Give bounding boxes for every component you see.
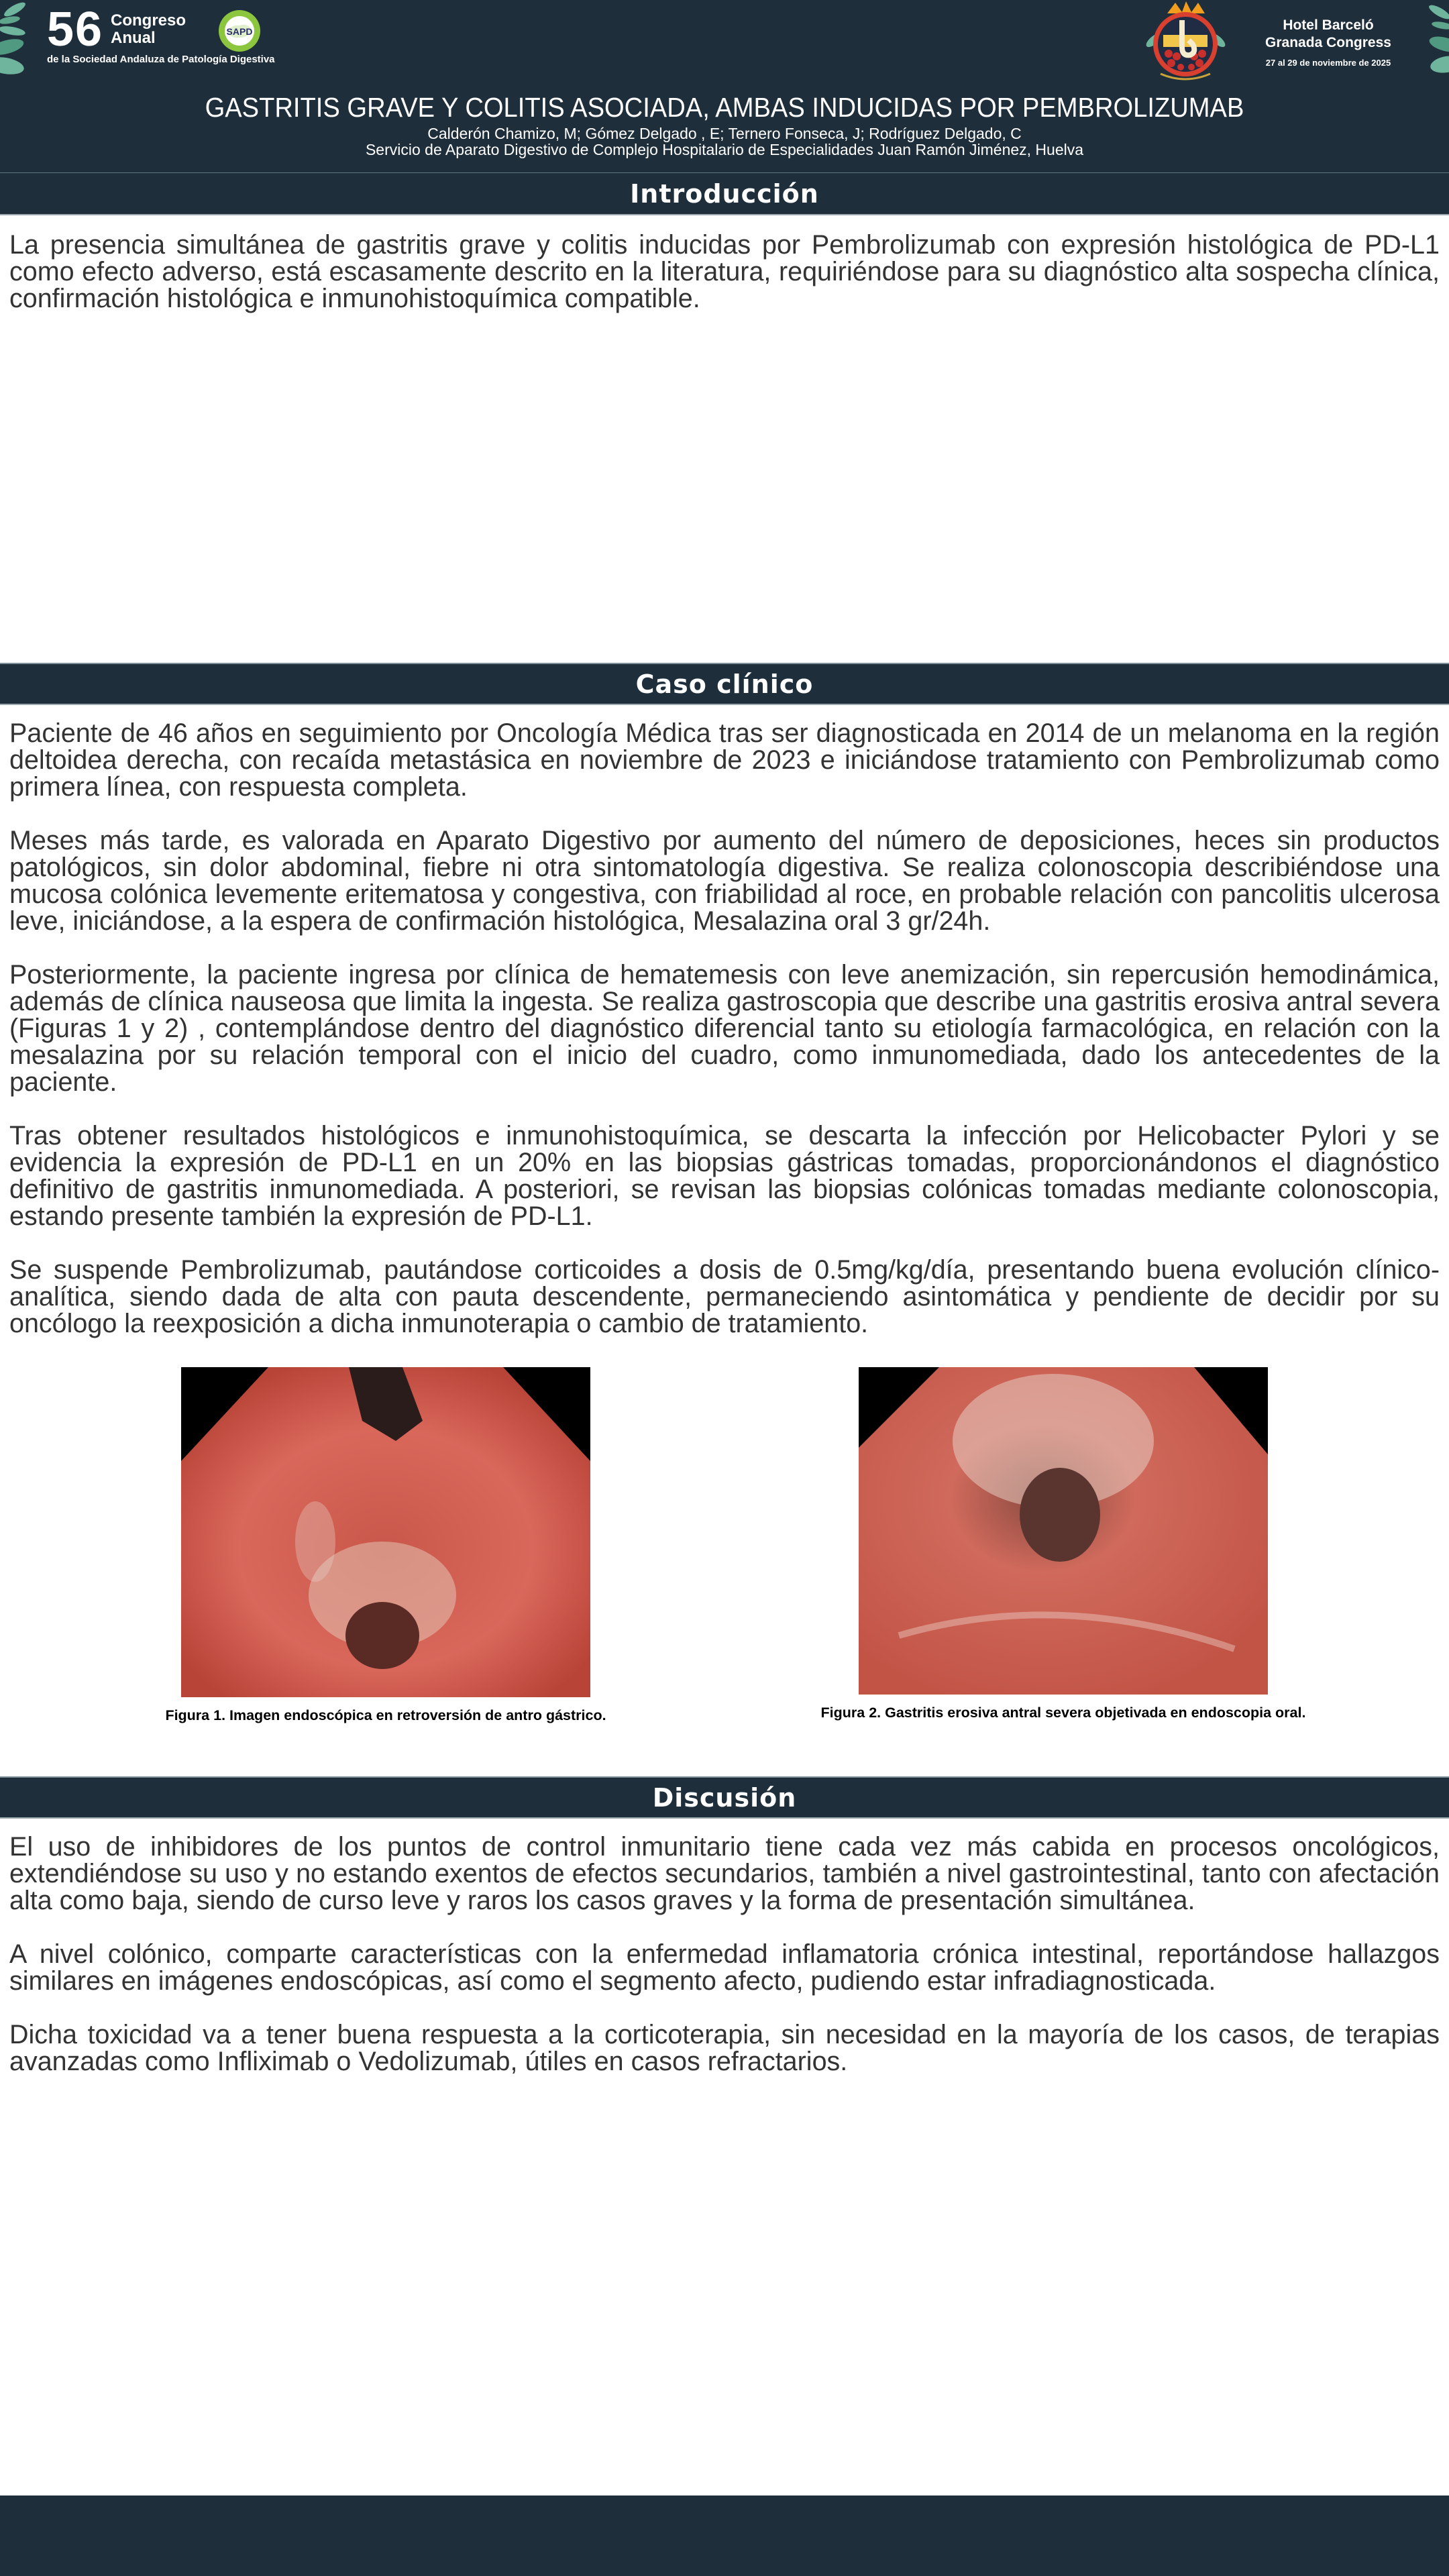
case-paragraph: Paciente de 46 años en seguimiento por Oncología Médica tras ser diagnosticada en 2014 de un melanoma en la región deltoidea derecha, con recaída metastásica en noviembre de 2023 e iniciándose tratamiento con Pembrolizumab como primera línea, con respuesta completa. (9, 718, 1440, 802)
discussion-paragraph: Dicha toxicidad va a tener buena respuesta a la corticoterapia, sin necesidad en la mayoría de los casos, de terapias avanzadas como Infliximab o Vedolizumab, útiles en casos refractarios. (9, 2020, 1440, 2076)
section-header-introduccion (0, 173, 1449, 215)
discussion-paragraph: A nivel colónico, comparte características con la enfermedad inflamatoria crónica intestinal, reportándose hallazgos similares en imágenes endoscópicas, así como el segmento afecto, pudiendo estar infradiagnosticada. (9, 1939, 1440, 1996)
leaf-decoration-icon (0, 0, 40, 80)
congress-label (111, 12, 186, 47)
society-name: de la Sociedad Andaluza de Patología Digestiva (47, 54, 275, 65)
venue-info (1241, 17, 1415, 69)
figure-caption: Figura 2. Gastritis erosiva antral severa objetivada en endoscopia oral. (820, 1705, 1306, 1721)
poster-header (0, 0, 1449, 173)
congress-number: 56 (47, 3, 104, 56)
leaf-decoration-icon (1415, 0, 1449, 80)
granada-congress-emblem-icon (1140, 0, 1231, 84)
congress-dates: 27 al 29 de noviembre de 2025 (1265, 58, 1391, 68)
congress-label-line2: Anual (111, 29, 156, 47)
section-title: Discusión (652, 1782, 797, 1813)
endoscopic-image (859, 1367, 1268, 1695)
case-paragraph: Meses más tarde, es valorada en Aparato Digestivo por aumento del número de deposiciones, heces sin productos patológicos, sin dolor abdominal, fiebre ni otra sintomatología digestiva. Se realiza colonoscopia describiéndose una mucosa colónica levemente eritematosa y congestiva, con friabilidad al roce, en probable relación con pancolitis ulcerosa leve, iniciándose, a la espera de confirmación histológica, Mesalazina oral 3 gr/24h. (9, 826, 1440, 936)
sapd-logo-icon (218, 9, 261, 52)
section-title: Introducción (630, 178, 819, 209)
section-header-caso-clinico (0, 663, 1449, 705)
poster-footer (0, 2496, 1449, 2576)
affiliation: Servicio de Aparato Digestivo de Complejo Hospitalario de Especialidades Juan Ramón Jiménez, Huelva (365, 141, 1084, 158)
section-header-discusion (0, 1776, 1449, 1819)
intro-paragraph: La presencia simultánea de gastritis grave y colitis inducidas por Pembrolizumab con expresión histológica de PD-L1 como efecto adverso, está escasamente descrito en la literatura, requiriéndose para su diagnóstico alta sospecha clínica, confirmación histológica e inmunohistoquímica compatible. (9, 230, 1440, 313)
case-paragraph: Tras obtener resultados histológicos e inmunohistoquímica, se descarta la infección por Helicobacter Pylori y se evidencia la expresión de PD-L1 en un 20% en las biopsias gástricas tomadas, proporcionándonos el diagnóstico definitivo de gastritis inmunomediada. A posteriori, se revisan las biopsias colónicas tomadas mediante colonoscopia, estando presente también la expresión de PD-L1. (9, 1121, 1440, 1231)
case-paragraph: Posteriormente, la paciente ingresa por clínica de hematemesis con leve anemización, sin repercusión hemodinámica, además de clínica nauseosa que limita la ingesta. Se realiza gastroscopia que describe una gastritis erosiva antral severa (Figuras 1 y 2) , contemplándose dentro del diagnóstico diferencial tanto su etiología farmacológica, en relación con la mesalazina por su relación temporal con el inicio del cuadro, como inmunomediada, dado los antecedentes de la paciente. (9, 960, 1440, 1097)
congress-label-line1: Congreso (111, 11, 186, 30)
authors: Calderón Chamizo, M; Gómez Delgado , E; Ternero Fonseca, J; Rodríguez Delgado, C (427, 125, 1022, 142)
venue-line2: Granada Congress (1265, 35, 1391, 50)
section-title: Caso clínico (635, 669, 814, 699)
figure-caption: Figura 1. Imagen endoscópica en retroversión de antro gástrico. (165, 1707, 606, 1723)
figure-1 (121, 1367, 651, 1724)
figure-2 (792, 1367, 1335, 1721)
discussion-paragraph: El uso de inhibidores de los puntos de control inmunitario tiene cada vez más cabida en procesos oncológicos, extendiéndose su uso y no estando exentos de efectos secundarios, también a nivel gastrointestinal, tanto con afectación alta como baja, siendo de curso leve y raros los casos graves y la forma de presentación simultánea. (9, 1832, 1440, 1915)
poster-title: GASTRITIS GRAVE Y COLITIS ASOCIADA, AMBAS INDUCIDAS POR PEMBROLIZUMAB (205, 92, 1244, 123)
sapd-logo-text: SAPD (226, 26, 253, 37)
endoscopic-image (181, 1367, 590, 1697)
case-paragraph: Se suspende Pembrolizumab, pautándose corticoides a dosis de 0.5mg/kg/día, presentando buena evolución clínico-analítica, siendo dada de alta con pauta descendente, permaneciendo asintomática y pendiente de decidir por su oncólogo la reexposición a dicha inmunoterapia o cambio de tratamiento. (9, 1255, 1440, 1338)
venue-line1: Hotel Barceló (1283, 17, 1374, 33)
